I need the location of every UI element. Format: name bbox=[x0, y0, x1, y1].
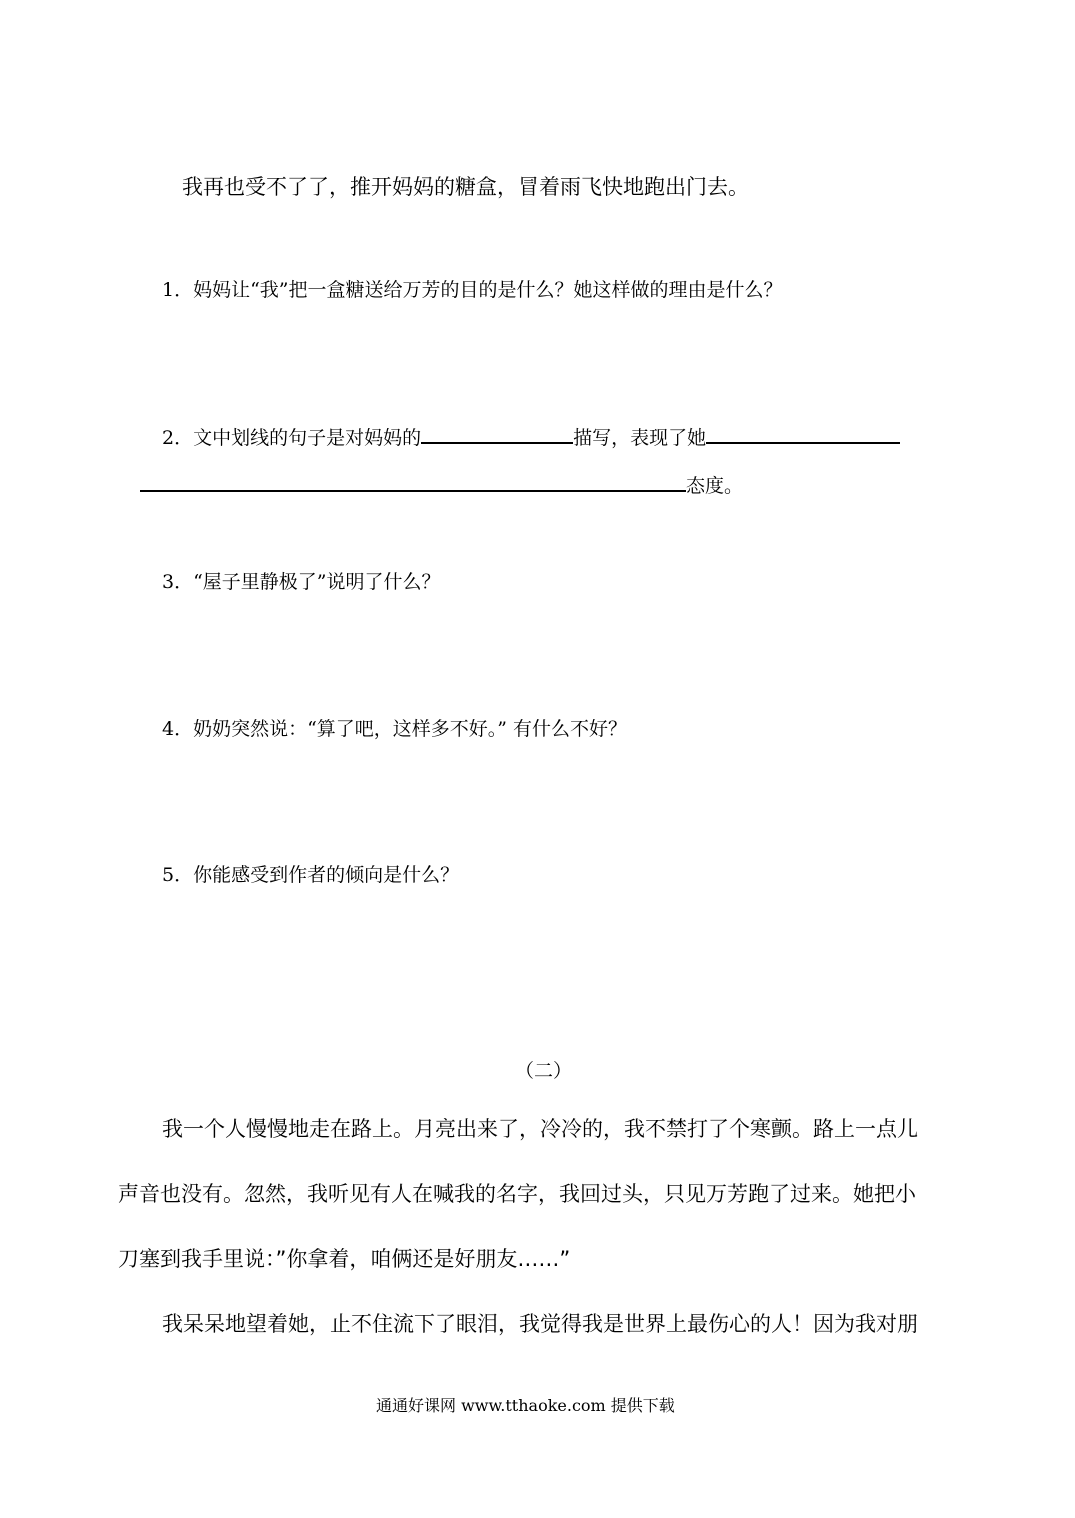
question-2-continuation bbox=[140, 470, 743, 498]
question-3: 3．“屋子里静极了”说明了什么？ bbox=[162, 571, 441, 593]
passage-line: 我一个人慢慢地走在路上。月亮出来了，冷冷的，我不禁打了个寒颤。路上一点儿 bbox=[162, 1117, 918, 1141]
answer-blank[interactable] bbox=[140, 470, 686, 492]
question-2-text: 态度。 bbox=[686, 475, 744, 497]
question-2 bbox=[162, 422, 900, 450]
passage-line: 我呆呆地望着她，止不住流下了眼泪，我觉得我是世界上最伤心的人！因为我对朋 bbox=[162, 1312, 918, 1336]
page-footer: 通通好课网 www.tthaoke.com 提供下载 bbox=[376, 1396, 675, 1415]
passage-line: 声音也没有。忽然，我听见有人在喊我的名字，我回过头，只见万芳跑了过来。她把小 bbox=[118, 1182, 916, 1206]
passage-line: 刀塞到我手里说：”你拿着，咱俩还是好朋友……” bbox=[118, 1247, 571, 1271]
passage-line: 我再也受不了了，推开妈妈的糖盒，冒着雨飞快地跑出门去。 bbox=[182, 175, 749, 199]
answer-blank[interactable] bbox=[421, 422, 573, 444]
question-4: 4．奶奶突然说：“算了吧，这样多不好。” 有什么不好？ bbox=[162, 718, 628, 740]
question-5: 5．你能感受到作者的倾向是什么？ bbox=[162, 864, 460, 886]
question-1: 1．妈妈让“我”把一盒糖送给万芳的目的是什么？她这样做的理由是什么？ bbox=[162, 279, 783, 301]
question-2-text: 描写，表现了她 bbox=[573, 427, 707, 449]
section-heading: （二） bbox=[515, 1060, 573, 1082]
question-2-text: 2．文中划线的句子是对妈妈的 bbox=[162, 427, 422, 449]
answer-blank[interactable] bbox=[706, 422, 900, 444]
